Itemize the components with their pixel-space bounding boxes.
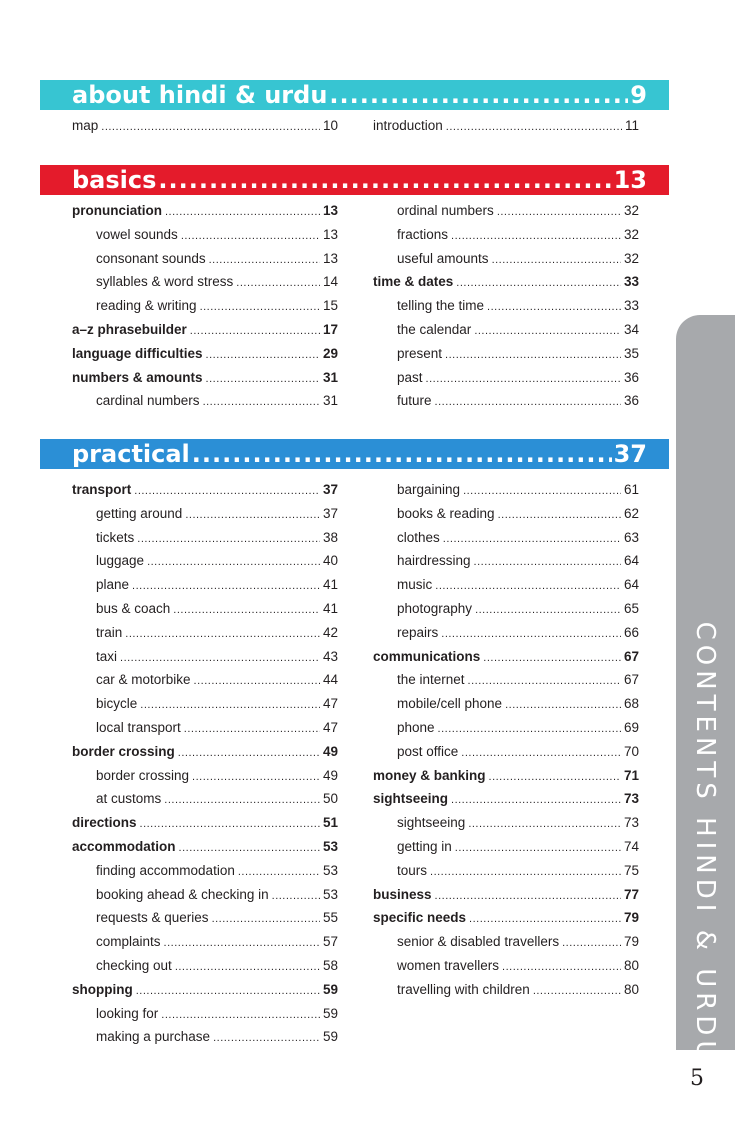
toc-entry-label: reading & writing bbox=[96, 298, 197, 314]
dot-leader bbox=[438, 719, 621, 739]
toc-entry-label: music bbox=[397, 577, 433, 593]
toc-entry[interactable] bbox=[397, 575, 639, 595]
toc-entry-page: 79 bbox=[623, 910, 639, 926]
toc-entry[interactable] bbox=[96, 296, 338, 316]
dot-leader bbox=[468, 814, 621, 834]
toc-entry-label: consonant sounds bbox=[96, 250, 206, 266]
dot-leader bbox=[213, 1028, 320, 1048]
dot-leader bbox=[179, 838, 320, 858]
toc-entry[interactable] bbox=[397, 742, 639, 762]
section-title: about hindi & urdu bbox=[72, 81, 328, 109]
toc-entry-page: 41 bbox=[322, 601, 338, 616]
toc-entry-label: time & dates bbox=[373, 274, 454, 290]
toc-entry-label: sightseeing bbox=[397, 815, 466, 831]
toc-entry[interactable] bbox=[373, 908, 639, 928]
toc-entry[interactable] bbox=[397, 480, 639, 500]
toc-entry[interactable] bbox=[373, 789, 639, 809]
toc-entry-page: 53 bbox=[322, 862, 338, 878]
toc-entry-label: local transport bbox=[96, 720, 181, 735]
toc-entry-page: 59 bbox=[322, 1005, 338, 1021]
toc-entry[interactable] bbox=[397, 296, 639, 316]
toc-entry-page: 53 bbox=[322, 839, 338, 854]
toc-entry-label: telling the time bbox=[397, 298, 485, 314]
dot-leader bbox=[455, 838, 621, 858]
dot-leader bbox=[137, 529, 320, 549]
toc-entry-page: 51 bbox=[322, 815, 338, 831]
toc-entry-label: luggage bbox=[96, 553, 145, 569]
toc-entry-label: at customs bbox=[96, 791, 162, 807]
toc-entry-page: 40 bbox=[322, 553, 338, 569]
toc-entry-label: car & motorbike bbox=[96, 672, 191, 688]
toc-entry[interactable] bbox=[96, 528, 338, 548]
toc-entry-page: 33 bbox=[623, 298, 639, 314]
toc-entry[interactable] bbox=[397, 504, 639, 524]
toc-entry-page: 61 bbox=[623, 482, 639, 497]
dot-leader bbox=[497, 202, 621, 222]
dot-leader bbox=[456, 273, 621, 293]
toc-entry-page: 32 bbox=[623, 250, 639, 266]
toc-entry[interactable] bbox=[397, 225, 639, 245]
toc-entry-label: past bbox=[397, 369, 423, 385]
toc-entry[interactable] bbox=[96, 885, 338, 905]
toc-entry-page: 50 bbox=[322, 791, 338, 807]
toc-entry-label: border crossing bbox=[96, 767, 190, 783]
toc-entry-label: women travellers bbox=[397, 958, 500, 973]
dot-leader bbox=[487, 297, 621, 317]
toc-entry-label: booking ahead & checking in bbox=[96, 886, 269, 902]
toc-entry[interactable] bbox=[96, 1027, 338, 1047]
toc-entry[interactable] bbox=[397, 718, 639, 738]
toc-entry[interactable] bbox=[96, 272, 338, 292]
toc-entry-page: 31 bbox=[322, 369, 338, 385]
dot-leader bbox=[164, 933, 320, 953]
toc-entry-label: fractions bbox=[397, 226, 449, 242]
toc-entry[interactable] bbox=[72, 480, 338, 500]
toc-entry[interactable] bbox=[373, 272, 639, 292]
dot-leader bbox=[469, 909, 621, 929]
section-page: 37 bbox=[613, 440, 647, 468]
section-title: practical bbox=[72, 440, 190, 468]
dot-leader bbox=[474, 552, 621, 572]
dot-leader bbox=[272, 886, 320, 906]
toc-entry[interactable] bbox=[96, 908, 338, 928]
toc-entry-label: shopping bbox=[72, 981, 133, 997]
toc-entry[interactable] bbox=[96, 551, 338, 571]
dot-leader bbox=[184, 719, 320, 739]
toc-entry[interactable] bbox=[96, 647, 338, 667]
toc-entry-label: present bbox=[397, 345, 443, 361]
dot-leader bbox=[492, 250, 621, 270]
toc-entry-page: 74 bbox=[623, 839, 639, 854]
dot-leader bbox=[445, 345, 621, 365]
toc-entry-label: making a purchase bbox=[96, 1029, 211, 1045]
toc-entry-page: 73 bbox=[623, 791, 639, 807]
toc-entry-page: 59 bbox=[322, 981, 338, 997]
toc-entry-label: border crossing bbox=[72, 743, 175, 759]
dot-leader bbox=[446, 117, 622, 137]
dot-leader bbox=[192, 440, 612, 468]
toc-entry[interactable] bbox=[397, 368, 639, 388]
toc-entry-page: 64 bbox=[623, 553, 639, 569]
toc-entry[interactable] bbox=[397, 813, 639, 833]
toc-entry-page: 64 bbox=[623, 577, 639, 593]
toc-entry-page: 80 bbox=[623, 981, 639, 997]
section-banner-practical[interactable] bbox=[40, 439, 669, 469]
toc-entry-label: business bbox=[373, 886, 432, 902]
toc-entry-page: 13 bbox=[322, 250, 338, 266]
toc-entry-page: 62 bbox=[623, 505, 639, 521]
dot-leader bbox=[435, 886, 621, 906]
dot-leader bbox=[158, 166, 611, 194]
dot-leader bbox=[164, 790, 320, 810]
dot-leader bbox=[430, 862, 621, 882]
dot-leader bbox=[505, 695, 621, 715]
dot-leader bbox=[489, 767, 621, 787]
toc-entry-page: 75 bbox=[623, 862, 639, 878]
toc-entry-page: 49 bbox=[322, 743, 338, 759]
toc-entry[interactable] bbox=[397, 980, 639, 1000]
dot-leader bbox=[194, 671, 320, 691]
toc-entry-page: 31 bbox=[322, 393, 338, 409]
toc-entry-label: language difficulties bbox=[72, 345, 203, 361]
toc-entry-label: transport bbox=[72, 482, 132, 497]
toc-entry[interactable] bbox=[72, 344, 338, 364]
dot-leader bbox=[136, 981, 320, 1001]
dot-leader bbox=[238, 862, 320, 882]
toc-entry-label: finding accommodation bbox=[96, 862, 235, 878]
dot-leader bbox=[461, 743, 621, 763]
toc-entry-page: 15 bbox=[322, 298, 338, 314]
dot-leader bbox=[502, 957, 621, 977]
toc-entry[interactable] bbox=[96, 225, 338, 245]
toc-entry-label: sightseeing bbox=[373, 791, 449, 807]
toc-entry-label: phone bbox=[397, 720, 435, 735]
dot-leader bbox=[468, 671, 621, 691]
dot-leader bbox=[435, 392, 621, 412]
toc-entry[interactable] bbox=[72, 320, 338, 340]
toc-entry-label: bicycle bbox=[96, 696, 138, 712]
toc-entry[interactable] bbox=[96, 504, 338, 524]
toc-entry-label: the calendar bbox=[397, 322, 472, 337]
dot-leader bbox=[147, 552, 320, 572]
toc-entry-page: 69 bbox=[623, 720, 639, 735]
toc-entry-label: the internet bbox=[397, 672, 465, 688]
toc-entry-label: getting in bbox=[397, 839, 452, 854]
dot-leader bbox=[451, 226, 621, 246]
dot-leader bbox=[441, 624, 621, 644]
toc-entry[interactable] bbox=[72, 742, 338, 762]
dot-leader bbox=[190, 321, 320, 341]
dot-leader bbox=[192, 767, 320, 787]
dot-leader bbox=[181, 226, 320, 246]
toc-entry-label: photography bbox=[397, 601, 473, 616]
toc-entry[interactable] bbox=[96, 932, 338, 952]
toc-entry-page: 32 bbox=[623, 203, 639, 218]
toc-entry-page: 13 bbox=[322, 203, 338, 218]
dot-leader bbox=[140, 695, 320, 715]
dot-leader bbox=[206, 345, 320, 365]
toc-entry-page: 41 bbox=[322, 577, 338, 593]
toc-entry-page: 29 bbox=[322, 345, 338, 361]
toc-entry-label: communications bbox=[373, 648, 481, 664]
toc-entry[interactable] bbox=[397, 528, 639, 548]
toc-entry-page: 43 bbox=[322, 648, 338, 664]
toc-entry-page: 32 bbox=[623, 226, 639, 242]
toc-entry-label: accommodation bbox=[72, 839, 176, 854]
toc-entry-page: 67 bbox=[623, 648, 639, 664]
toc-entry[interactable] bbox=[397, 861, 639, 881]
toc-entry-label: tickets bbox=[96, 529, 135, 545]
toc-entry[interactable] bbox=[96, 1004, 338, 1024]
dot-leader bbox=[435, 576, 621, 596]
dot-leader bbox=[134, 481, 320, 501]
toc-entry-page: 37 bbox=[322, 505, 338, 521]
dot-leader bbox=[178, 743, 320, 763]
toc-entry-label: requests & queries bbox=[96, 910, 209, 926]
dot-leader bbox=[212, 909, 320, 929]
toc-entry-page: 77 bbox=[623, 886, 639, 902]
dot-leader bbox=[426, 369, 621, 389]
toc-entry-page: 10 bbox=[322, 118, 338, 133]
toc-entry[interactable] bbox=[373, 116, 639, 136]
toc-entry[interactable] bbox=[96, 249, 338, 269]
toc-entry[interactable] bbox=[96, 861, 338, 881]
toc-entry-page: 13 bbox=[322, 226, 338, 242]
toc-entry-label: vowel sounds bbox=[96, 226, 178, 242]
toc-entry[interactable] bbox=[72, 201, 338, 221]
toc-entry[interactable] bbox=[373, 647, 639, 667]
dot-leader bbox=[483, 648, 621, 668]
dot-leader bbox=[451, 790, 621, 810]
dot-leader bbox=[206, 369, 320, 389]
section-banner-about[interactable] bbox=[40, 80, 669, 110]
toc-entry-label: money & banking bbox=[373, 767, 486, 783]
toc-entry-label: getting around bbox=[96, 505, 183, 521]
page-number: 5 bbox=[690, 1066, 704, 1091]
toc-entry-page: 11 bbox=[624, 118, 639, 133]
toc-entry-page: 42 bbox=[322, 624, 338, 640]
toc-entry-page: 53 bbox=[322, 886, 338, 902]
toc-entry[interactable] bbox=[397, 344, 639, 364]
toc-entry-page: 49 bbox=[322, 767, 338, 783]
toc-entry[interactable] bbox=[96, 599, 338, 619]
toc-entry-page: 66 bbox=[623, 624, 639, 640]
dot-leader bbox=[203, 392, 320, 412]
dot-leader bbox=[475, 600, 621, 620]
toc-entry-label: travelling with children bbox=[397, 981, 530, 997]
toc-entry-page: 63 bbox=[623, 529, 639, 545]
dot-leader bbox=[140, 814, 320, 834]
toc-entry-label: senior & disabled travellers bbox=[397, 934, 560, 950]
toc-entry[interactable] bbox=[397, 551, 639, 571]
toc-entry[interactable] bbox=[397, 837, 639, 857]
toc-entry-page: 70 bbox=[623, 743, 639, 759]
toc-entry[interactable] bbox=[397, 391, 639, 411]
toc-entry[interactable] bbox=[72, 980, 338, 1000]
toc-entry-page: 65 bbox=[623, 601, 639, 616]
toc-entry[interactable] bbox=[397, 932, 639, 952]
toc-entry[interactable] bbox=[397, 956, 639, 976]
toc-entry-page: 79 bbox=[623, 934, 639, 950]
toc-entry[interactable] bbox=[96, 623, 338, 643]
toc-entry-page: 59 bbox=[322, 1029, 338, 1045]
toc-entry[interactable] bbox=[397, 320, 639, 340]
dot-leader bbox=[101, 117, 320, 137]
dot-leader bbox=[533, 981, 621, 1001]
toc-entry-label: plane bbox=[96, 577, 130, 593]
toc-entry-page: 55 bbox=[322, 910, 338, 926]
toc-entry[interactable] bbox=[373, 766, 639, 786]
toc-entry-label: train bbox=[96, 624, 123, 640]
toc-entry-label: bargaining bbox=[397, 482, 461, 497]
dot-leader bbox=[498, 505, 621, 525]
section-title: basics bbox=[72, 166, 157, 194]
dot-leader bbox=[175, 957, 320, 977]
toc-entry-page: 71 bbox=[623, 767, 639, 783]
dot-leader bbox=[474, 321, 621, 341]
toc-entry[interactable] bbox=[96, 956, 338, 976]
toc-entry[interactable] bbox=[397, 670, 639, 690]
dot-leader bbox=[173, 600, 320, 620]
toc-entry-page: 68 bbox=[623, 696, 639, 712]
toc-entry-label: tours bbox=[397, 862, 428, 878]
toc-entry-label: numbers & amounts bbox=[72, 369, 203, 385]
dot-leader bbox=[125, 624, 320, 644]
toc-entry[interactable] bbox=[96, 789, 338, 809]
toc-entry[interactable] bbox=[397, 201, 639, 221]
toc-entry-page: 38 bbox=[322, 529, 338, 545]
toc-entry-page: 36 bbox=[623, 369, 639, 385]
toc-entry[interactable] bbox=[72, 813, 338, 833]
toc-entry-page: 57 bbox=[322, 934, 338, 950]
toc-entry-page: 73 bbox=[623, 815, 639, 831]
toc-entry-label: useful amounts bbox=[397, 250, 489, 266]
toc-entry-page: 34 bbox=[623, 322, 639, 337]
toc-entry-label: directions bbox=[72, 815, 137, 831]
toc-entry-label: looking for bbox=[96, 1005, 159, 1021]
dot-leader bbox=[329, 81, 628, 109]
toc-entry[interactable] bbox=[72, 837, 338, 857]
dot-leader bbox=[200, 297, 320, 317]
dot-leader bbox=[185, 505, 320, 525]
toc-entry-label: repairs bbox=[397, 624, 439, 640]
toc-entry-label: clothes bbox=[397, 529, 440, 545]
toc-entry-label: taxi bbox=[96, 648, 118, 664]
dot-leader bbox=[161, 1005, 320, 1025]
toc-entry-label: mobile/cell phone bbox=[397, 696, 503, 712]
toc-entry-label: cardinal numbers bbox=[96, 393, 200, 409]
toc-entry[interactable] bbox=[72, 116, 338, 136]
section-banner-basics[interactable] bbox=[40, 165, 669, 195]
toc-entry-label: complaints bbox=[96, 934, 161, 950]
toc-entry-label: ordinal numbers bbox=[397, 203, 494, 218]
toc-entry-label: hairdressing bbox=[397, 553, 471, 569]
toc-entry[interactable] bbox=[397, 694, 639, 714]
toc-entry[interactable] bbox=[96, 766, 338, 786]
dot-leader bbox=[443, 529, 621, 549]
toc-entry-page: 58 bbox=[322, 958, 338, 973]
toc-entry-label: specific needs bbox=[373, 910, 467, 926]
toc-entry-page: 33 bbox=[623, 274, 639, 290]
toc-entry-page: 47 bbox=[322, 696, 338, 712]
toc-entry-page: 44 bbox=[322, 672, 338, 688]
toc-entry-label: books & reading bbox=[397, 505, 495, 521]
toc-entry-page: 80 bbox=[623, 958, 639, 973]
toc-entry-label: map bbox=[72, 118, 99, 133]
toc-entry-label: bus & coach bbox=[96, 601, 171, 616]
toc-entry-page: 37 bbox=[322, 482, 338, 497]
toc-entry-label: post office bbox=[397, 743, 459, 759]
toc-entry-label: pronunciation bbox=[72, 203, 162, 218]
dot-leader bbox=[463, 481, 621, 501]
toc-entry[interactable] bbox=[96, 575, 338, 595]
toc-entry[interactable] bbox=[96, 694, 338, 714]
toc-entry-page: 17 bbox=[322, 322, 338, 337]
toc-entry[interactable] bbox=[397, 249, 639, 269]
toc-entry-page: 14 bbox=[322, 274, 338, 290]
dot-leader bbox=[562, 933, 621, 953]
section-page: 13 bbox=[613, 166, 647, 194]
dot-leader bbox=[165, 202, 320, 222]
toc-entry[interactable] bbox=[72, 368, 338, 388]
toc-entry[interactable] bbox=[397, 599, 639, 619]
toc-entry[interactable] bbox=[96, 391, 338, 411]
dot-leader bbox=[209, 250, 320, 270]
toc-entry-page: 35 bbox=[623, 345, 639, 361]
toc-entry-label: future bbox=[397, 393, 432, 409]
dot-leader bbox=[120, 648, 320, 668]
dot-leader bbox=[132, 576, 320, 596]
toc-entry-page: 47 bbox=[322, 720, 338, 735]
dot-leader bbox=[236, 273, 320, 293]
toc-entry[interactable] bbox=[373, 885, 639, 905]
toc-entry[interactable] bbox=[397, 623, 639, 643]
toc-entry[interactable] bbox=[96, 718, 338, 738]
toc-entry-page: 36 bbox=[623, 393, 639, 409]
toc-entry-label: checking out bbox=[96, 958, 172, 973]
toc-entry-label: introduction bbox=[373, 118, 443, 133]
section-page: 9 bbox=[630, 81, 647, 109]
toc-entry-page: 67 bbox=[623, 672, 639, 688]
toc-entry-label: syllables & word stress bbox=[96, 274, 234, 290]
side-tab-label: CONTENTS HINDI & URDU bbox=[690, 621, 720, 1065]
toc-entry[interactable] bbox=[96, 670, 338, 690]
toc-entry-label: a–z phrasebuilder bbox=[72, 322, 187, 337]
